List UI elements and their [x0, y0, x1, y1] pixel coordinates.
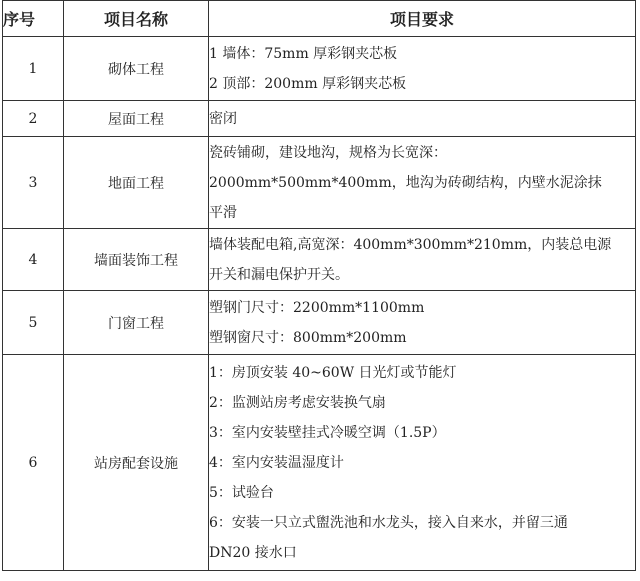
requirement-line: 5：试验台: [209, 484, 274, 501]
requirement-line: 1 墙体：75mm 厚彩钢夹芯板: [209, 45, 398, 62]
item-name: 屋面工程: [64, 101, 209, 137]
table-row: [3, 37, 636, 101]
requirement-line: 平滑: [209, 204, 237, 221]
requirement-line: 6：安装一只立式盥洗池和水龙头，接入自来水，并留三通: [209, 514, 568, 531]
item-requirements: [209, 101, 636, 137]
header-requirements: 项目要求: [209, 1, 636, 37]
requirement-line: 密闭: [209, 110, 237, 127]
row-number: 5: [3, 291, 64, 355]
item-requirements: [209, 355, 636, 571]
item-requirements: [209, 37, 636, 101]
requirement-line: 3：室内安装壁挂式冷暖空调（1.5P）: [209, 424, 446, 441]
header-item-name: 项目名称: [64, 1, 209, 37]
item-requirements: [209, 137, 636, 229]
requirement-line: 塑钢窗尺寸：800mm*200mm: [209, 329, 407, 346]
requirements-table: [2, 0, 636, 571]
requirement-line: 2000mm*500mm*400mm，地沟为砖砌结构，内壁水泥涂抹: [209, 174, 602, 191]
row-number: 6: [3, 355, 64, 571]
row-number: 3: [3, 137, 64, 229]
requirement-line: 4：室内安装温湿度计: [209, 454, 344, 471]
requirement-line: 1：房顶安装 40~60W 日光灯或节能灯: [209, 364, 457, 381]
row-number: 4: [3, 229, 64, 291]
table-row: [3, 355, 636, 571]
item-name: 门窗工程: [64, 291, 209, 355]
header-row: [3, 1, 636, 37]
table-row: [3, 137, 636, 229]
table-row: [3, 291, 636, 355]
item-requirements: [209, 229, 636, 291]
requirement-line: 2 顶部：200mm 厚彩钢夹芯板: [209, 75, 407, 92]
requirement-line: 塑钢门尺寸：2200mm*1100mm: [209, 299, 425, 316]
requirement-line: 瓷砖铺砌，建设地沟，规格为长宽深：: [209, 144, 447, 161]
requirement-line: 2：监测站房考虑安装换气扇: [209, 394, 386, 411]
item-requirements: [209, 291, 636, 355]
item-name: 墙面装饰工程: [64, 229, 209, 291]
item-name: 站房配套设施: [64, 355, 209, 571]
row-number: 2: [3, 101, 64, 137]
header-number: 序号: [3, 1, 64, 37]
table-row: [3, 229, 636, 291]
table-row: [3, 101, 636, 137]
row-number: 1: [3, 37, 64, 101]
requirement-line: DN20 接水口: [209, 544, 297, 561]
item-name: 砌体工程: [64, 37, 209, 101]
item-name: 地面工程: [64, 137, 209, 229]
requirement-line: 墙体装配电箱,高宽深：400mm*300mm*210mm，内装总电源: [209, 236, 612, 253]
requirement-line: 开关和漏电保护开关。: [209, 266, 349, 283]
